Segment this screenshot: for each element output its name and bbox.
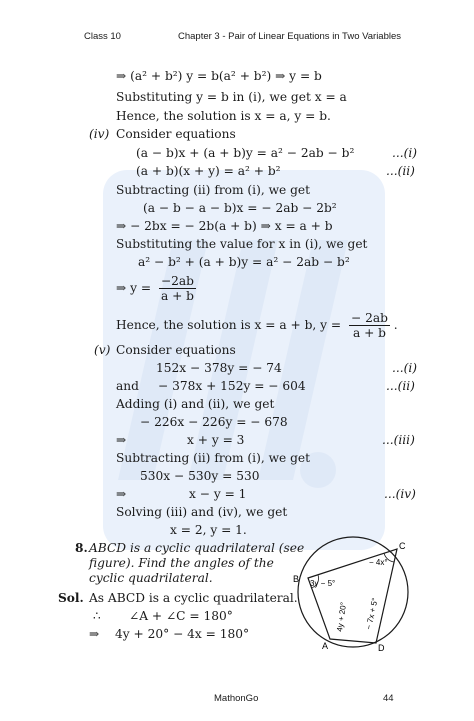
- line-substituting-x: Substituting the value for x in (i), we get: [116, 237, 368, 251]
- y-fraction-row: [116, 274, 196, 303]
- word-and: and: [116, 379, 139, 393]
- equation-v-2: − 378x + 152y = − 604: [158, 379, 306, 393]
- header-chapter-title: Chapter 3 - Pair of Linear Equations in Two Variables: [178, 31, 402, 42]
- equation-v-5: 530x − 530y = 530: [140, 469, 260, 483]
- line-subtracting: Subtracting (ii) from (i), we get: [116, 183, 311, 197]
- line-implies-y: ⇒ (a² + b²) y = b(a² + b²) ⇒ y = b: [116, 69, 322, 83]
- equation-tag: ...(i): [392, 146, 418, 160]
- line-subtracting-v: Subtracting (ii) from (i), we get: [116, 451, 311, 465]
- equation-tag: ...(iv): [384, 487, 416, 501]
- footer-brand: MathonGo: [214, 693, 259, 704]
- equation-v-4: x + y = 3: [187, 433, 245, 447]
- equation-iv-1: (a − b)x + (a + b)y = a² − 2ab − b²: [136, 146, 355, 160]
- y-implies: ⇒ y =: [116, 281, 152, 295]
- question-number: 8.: [75, 541, 88, 555]
- line-solution-iii: Hence, the solution is x = a, y = b.: [116, 109, 331, 123]
- solution-label: Sol.: [58, 591, 84, 605]
- page-number: 44: [383, 693, 394, 704]
- part-v-label: (v): [94, 343, 111, 357]
- angle-b-label: 3y − 5°: [310, 579, 336, 588]
- angle-d-label: − 7x + 5°: [364, 597, 380, 631]
- solution-line-2: ∠A + ∠C = 180°: [129, 609, 233, 623]
- equation-v-3: − 226x − 226y = − 678: [140, 415, 288, 429]
- equation-tag: ...(ii): [386, 164, 415, 178]
- solution-line-3: 4y + 20° − 4x = 180°: [115, 627, 250, 641]
- vertex-b-label: B: [293, 574, 300, 584]
- cyclic-quadrilateral-figure: [287, 530, 417, 652]
- solution-iv-row: [116, 311, 398, 340]
- y-fraction-denominator: a + b: [160, 289, 194, 303]
- line-solving: Solving (iii) and (iv), we get: [116, 505, 288, 519]
- vertex-d-label: D: [378, 643, 385, 652]
- implies-symbol: ⇒: [116, 433, 127, 447]
- y-fraction-numerator: −2ab: [160, 274, 194, 288]
- equation-v-1: 152x − 378y = − 74: [156, 361, 282, 375]
- equation-iv-2: (a + b)(x + y) = a² + b²: [136, 164, 281, 178]
- part-v-intro: Consider equations: [116, 343, 236, 357]
- equation-v-6: x − y = 1: [189, 487, 247, 501]
- question-line-2: figure). Find the angles of the: [89, 556, 274, 570]
- header-class-label: Class 10: [84, 31, 121, 42]
- therefore-symbol: ∴: [93, 609, 101, 623]
- implies-symbol: ⇒: [116, 487, 127, 501]
- vertex-c-label: C: [399, 541, 406, 551]
- part-iv-label: (iv): [89, 127, 110, 141]
- solution-iv-period: .: [393, 318, 398, 332]
- solution-iv-numerator: − 2ab: [351, 311, 388, 325]
- solution-iv-denominator: a + b: [352, 326, 386, 340]
- line-adding: Adding (i) and (ii), we get: [116, 397, 275, 411]
- question-line-3: cyclic quadrilateral.: [89, 571, 213, 585]
- equation-iv-5: a² − b² + (a + b)y = a² − 2ab − b²: [138, 255, 350, 269]
- solution-iv-text: Hence, the solution is x = a + b, y =: [116, 318, 342, 332]
- angle-a-label: 4y + 20°: [335, 601, 349, 633]
- part-iv-intro: Consider equations: [116, 127, 236, 141]
- equation-iv-3: (a − b − a − b)x = − 2ab − 2b²: [143, 201, 337, 215]
- equation-tag: ...(iii): [382, 433, 415, 447]
- equation-iv-4: ⇒ − 2bx = − 2b(a + b) ⇒ x = a + b: [116, 219, 333, 233]
- circumcircle: [298, 537, 408, 647]
- implies-symbol: ⇒: [89, 627, 100, 641]
- angle-c-label: − 4x°: [369, 558, 388, 567]
- line-substituting: Substituting y = b in (i), we get x = a: [116, 90, 347, 104]
- solution-line-1: As ABCD is a cyclic quadrilateral.: [89, 591, 298, 605]
- result-v: x = 2, y = 1.: [170, 523, 247, 537]
- question-line-1: ABCD is a cyclic quadrilateral (see: [89, 541, 305, 555]
- vertex-a-label: A: [322, 641, 329, 651]
- equation-tag: ...(ii): [386, 379, 415, 393]
- equation-tag: ...(i): [392, 361, 418, 375]
